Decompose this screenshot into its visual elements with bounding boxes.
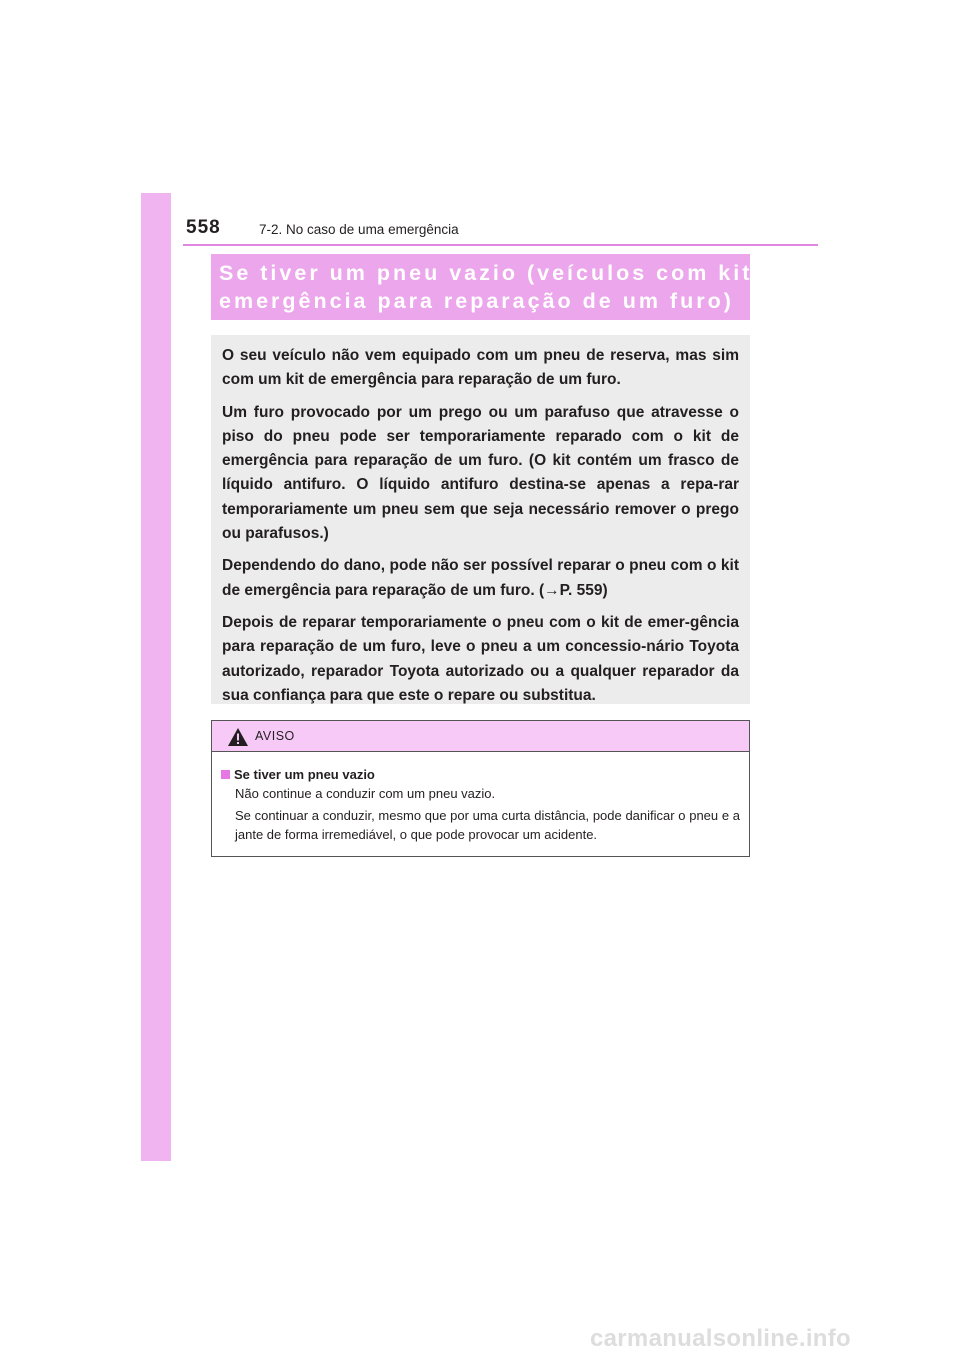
- warning-title: AVISO: [255, 729, 295, 743]
- intro-paragraph: Depois de reparar temporariamente o pneu com o kit de emer-gência para reparação de um furo, leve o pneu a um concessio-nário Toyota autorizado, reparador Toyota autorizado ou a qualquer reparador da sua confiança para que este o repare ou substitua.: [222, 613, 739, 704]
- warning-text: Se continuar a conduzir, mesmo que por uma curta distância, pode danificar o pneu e a jante de forma irremediável, o que pode provocar um acidente.: [235, 808, 740, 842]
- section-title-line-2: emergência para reparação de um furo): [219, 289, 734, 313]
- intro-paragraph: Um furo provocado por um prego ou um parafuso que atravesse o piso do pneu pode ser temporariamente reparado com o kit de emergência para reparação de um furo. (O kit contém um frasco de líquido antifuro. O líquido antifuro destina-se apenas a repa-rar temporariamente um pneu sem que seja necessário remover o prego ou parafusos.): [222, 403, 739, 543]
- section-title-banner: [211, 254, 793, 320]
- intro-box: [211, 335, 750, 704]
- intro-paragraph: Dependendo do dano, pode não ser possível reparar o pneu com o kit de emergência para reparação de um furo. (→P. 559): [222, 557, 739, 599]
- header-divider: [183, 244, 818, 246]
- warning-header: [212, 721, 749, 752]
- warning-body: [212, 752, 749, 844]
- chapter-title: 7-2. No caso de uma emergência: [259, 222, 459, 237]
- warning-triangle-icon: [227, 727, 249, 747]
- warning-heading: Se tiver um pneu vazio: [234, 767, 375, 782]
- chapter-side-tab: [141, 193, 171, 1161]
- warning-box: [211, 720, 750, 857]
- footer-watermark: carmanualsonline.info: [590, 1325, 852, 1352]
- section-title-line-1: Se tiver um pneu vazio (veículos com kit de: [219, 261, 793, 285]
- warning-text: Não continue a conduzir com um pneu vazio.: [235, 786, 496, 801]
- page-number: 558: [186, 217, 221, 238]
- intro-paragraph: O seu veículo não vem equipado com um pneu de reserva, mas sim com um kit de emergência para reparação de um furo.: [222, 347, 739, 389]
- square-bullet-icon: [221, 770, 230, 779]
